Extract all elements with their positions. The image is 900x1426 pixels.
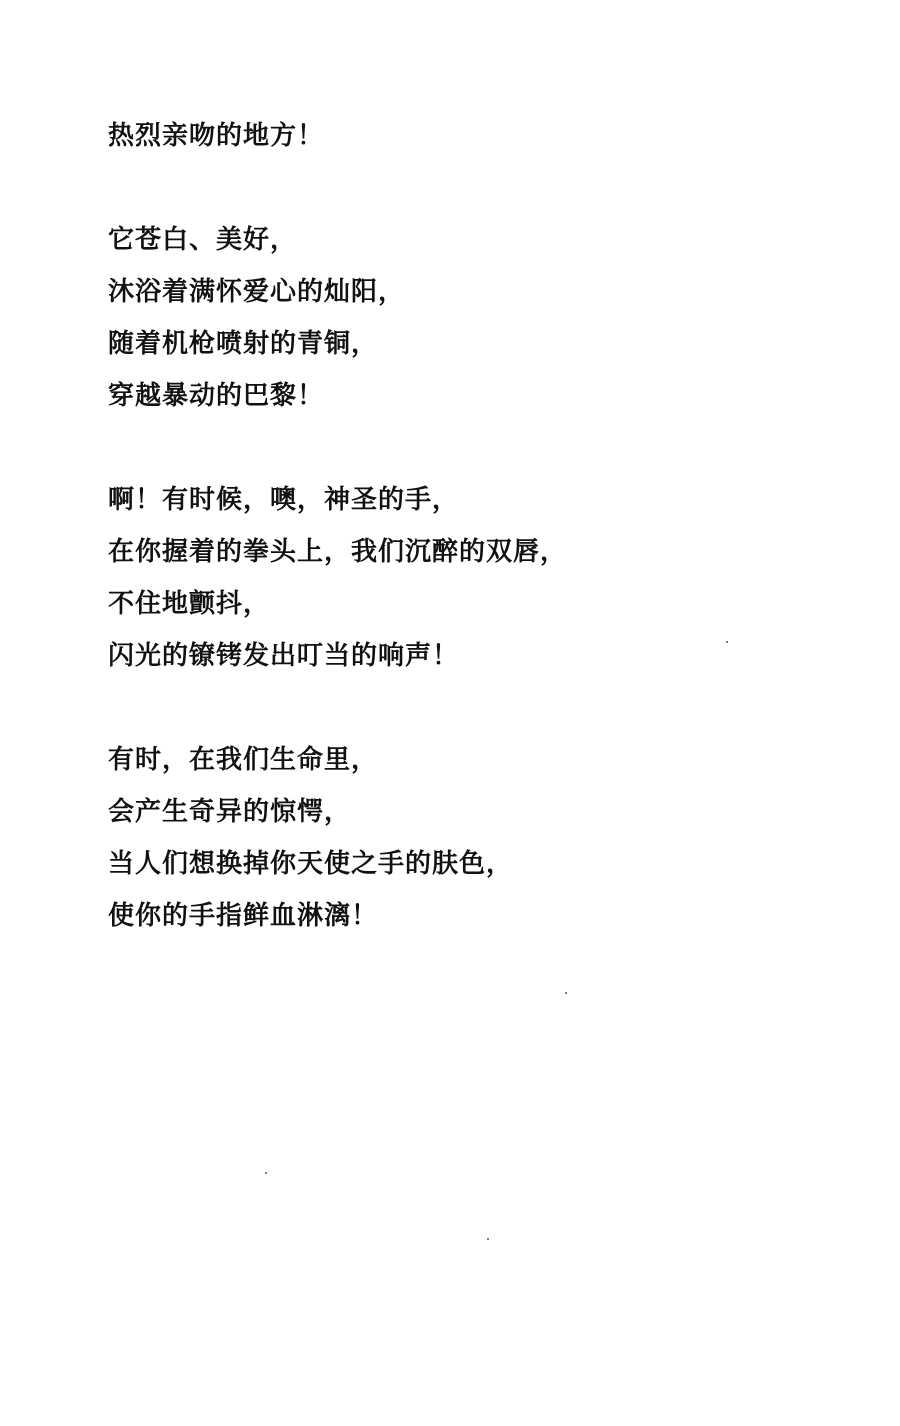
poem-line: 在你握着的拳头上，我们沉醉的双唇， bbox=[108, 537, 568, 567]
stanza-gap bbox=[108, 682, 868, 734]
poem-line: 穿越暴动的巴黎！ bbox=[108, 381, 325, 411]
scan-speck bbox=[487, 1238, 489, 1240]
poem-line: 当人们想换掉你天使之手的肤色， bbox=[108, 849, 514, 879]
stanza-3 bbox=[108, 474, 868, 682]
poem-line: 会产生奇异的惊愕， bbox=[108, 797, 352, 827]
poem-line: 热烈亲吻的地方！ bbox=[108, 121, 325, 151]
poem-line: 有时，在我们生命里， bbox=[108, 745, 379, 775]
scan-speck bbox=[565, 992, 567, 994]
stanza-2 bbox=[108, 214, 868, 422]
poem-line: 啊！有时候，噢，神圣的手， bbox=[108, 485, 460, 515]
stanza-4 bbox=[108, 734, 868, 942]
poem-line: 闪光的镣铐发出叮当的响声！ bbox=[108, 641, 460, 671]
poem-body bbox=[108, 110, 868, 942]
scan-speck bbox=[265, 1172, 267, 1174]
stanza-1 bbox=[108, 110, 868, 162]
poem-line: 不住地颤抖， bbox=[108, 589, 271, 619]
poem-line: 随着机枪喷射的青铜， bbox=[108, 329, 379, 359]
stanza-gap bbox=[108, 162, 868, 214]
poem-line: 它苍白、美好， bbox=[108, 225, 298, 255]
stanza-gap bbox=[108, 422, 868, 474]
scan-speck bbox=[726, 641, 728, 643]
poem-line: 使你的手指鲜血淋漓！ bbox=[108, 901, 379, 931]
poem-line: 沐浴着满怀爱心的灿阳， bbox=[108, 277, 406, 307]
